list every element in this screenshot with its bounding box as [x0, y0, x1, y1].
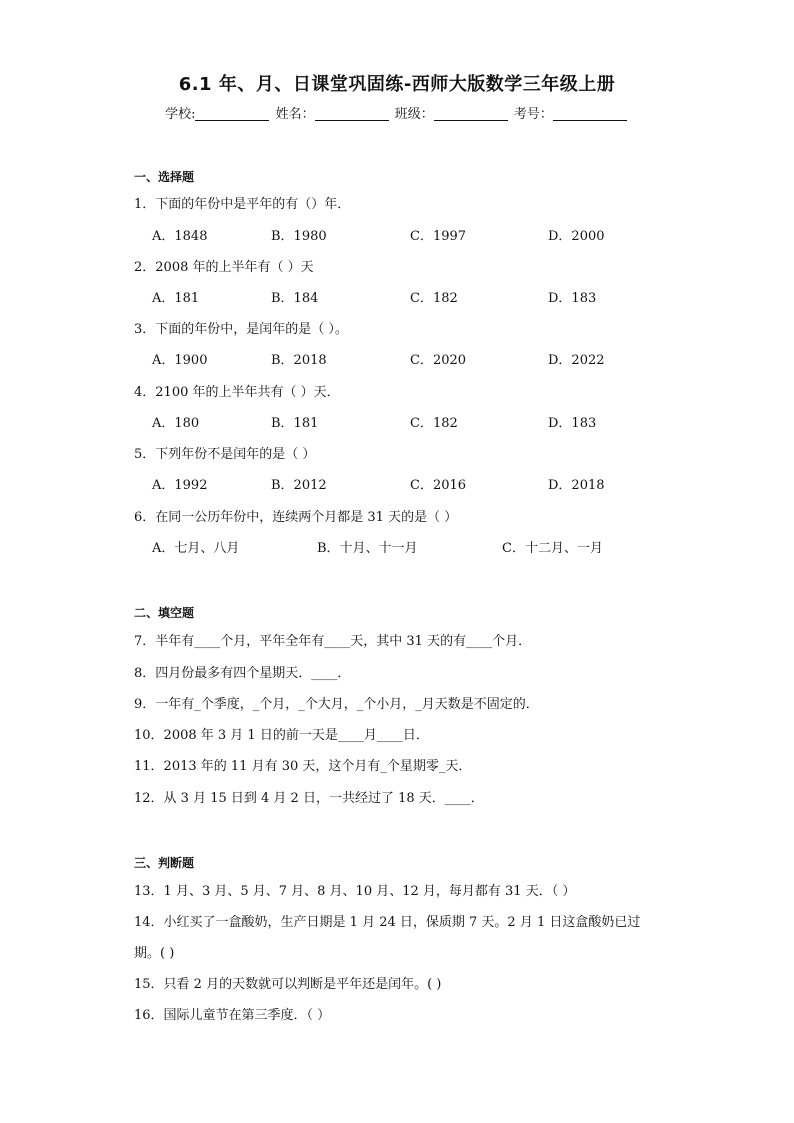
option-3d: D．2022	[548, 353, 605, 368]
option-6b: B．十月、十一月	[317, 541, 418, 556]
section-heading-fill: 二、填空题	[134, 606, 195, 620]
option-2a: A．181	[152, 291, 200, 306]
option-1b: B．1980	[271, 229, 327, 244]
question-13: 13．1 月、3 月、5 月、7 月、8 月、10 月、12 月，每月都有 31 天．（ ）	[134, 884, 576, 899]
option-4b: B．181	[271, 416, 319, 431]
option-5b: B．2012	[271, 478, 327, 493]
option-4c: C．182	[410, 416, 458, 431]
option-2b: B．184	[271, 291, 319, 306]
question-15: 15．只看 2 月的天数就可以判断是平年还是闰年。( )	[134, 977, 442, 992]
question-11: 11．2013 年的 11 月有 30 天，这个月有_个星期零_天．	[134, 759, 472, 774]
name-blank[interactable]	[315, 106, 389, 121]
section-heading-judge: 三、判断题	[134, 856, 195, 870]
option-1a: A．1848	[152, 229, 208, 244]
exam-number-label: 考号：	[513, 107, 553, 122]
question-8: 8．四月份最多有四个星期天．____．	[134, 666, 351, 681]
question-9: 9．一年有_个季度，_个月，_个大月，_个小月，_月天数是不固定的．	[134, 697, 539, 712]
question-14-continued: 期。( )	[134, 946, 175, 961]
option-3b: B．2018	[271, 353, 327, 368]
name-label: 姓名：	[275, 107, 315, 122]
option-1d: D．2000	[548, 229, 605, 244]
option-6a: A．七月、八月	[152, 541, 240, 556]
question-5: 5．下列年份不是闰年的是（ ）	[134, 447, 316, 462]
option-5d: D．2018	[548, 478, 605, 493]
question-14: 14．小红买了一盒酸奶，生产日期是 1 月 24 日，保质期 7 天。2 月 1 日这盒酸奶已过	[134, 915, 641, 930]
question-3: 3．下面的年份中，是闰年的是（ ）。	[134, 322, 348, 337]
question-16: 16．国际儿童节在第三季度．（ ）	[134, 1008, 331, 1023]
option-5c: C．2016	[410, 478, 467, 493]
question-7: 7．半年有____个月，平年全年有____天，其中 31 天的有____个月．	[134, 634, 532, 649]
option-4d: D．183	[548, 416, 597, 431]
option-6c: C．十二月、一月	[502, 541, 603, 556]
option-2c: C．182	[410, 291, 458, 306]
question-2: 2．2008 年的上半年有（ ）天	[134, 260, 314, 275]
school-blank[interactable]	[195, 106, 269, 121]
option-2d: D．183	[548, 291, 597, 306]
question-12: 12．从 3 月 15 日到 4 月 2 日，一共经过了 18 天．____．	[134, 791, 484, 806]
option-1c: C．1997	[410, 229, 467, 244]
exam-number-blank[interactable]	[553, 106, 627, 121]
class-label: 班级：	[394, 107, 434, 122]
option-5a: A．1992	[152, 478, 208, 493]
student-info-line	[0, 103, 794, 122]
option-3c: C．2020	[410, 353, 467, 368]
school-label: 学校:	[165, 107, 196, 122]
question-10: 10．2008 年 3 月 1 日的前一天是____月____日．	[134, 728, 429, 743]
option-4a: A．180	[152, 416, 200, 431]
question-4: 4．2100 年的上半年共有（ ）天．	[134, 385, 340, 400]
option-3a: A．1900	[152, 353, 208, 368]
class-blank[interactable]	[434, 106, 508, 121]
page-title: 6.1 年、月、日课堂巩固练-西师大版数学三年级上册	[178, 74, 616, 95]
question-6: 6．在同一公历年份中，连续两个月都是 31 天的是（ ）	[134, 510, 458, 525]
section-heading-choice: 一、选择题	[134, 170, 195, 184]
question-1: 1．下面的年份中是平年的有（）年．	[134, 197, 351, 212]
